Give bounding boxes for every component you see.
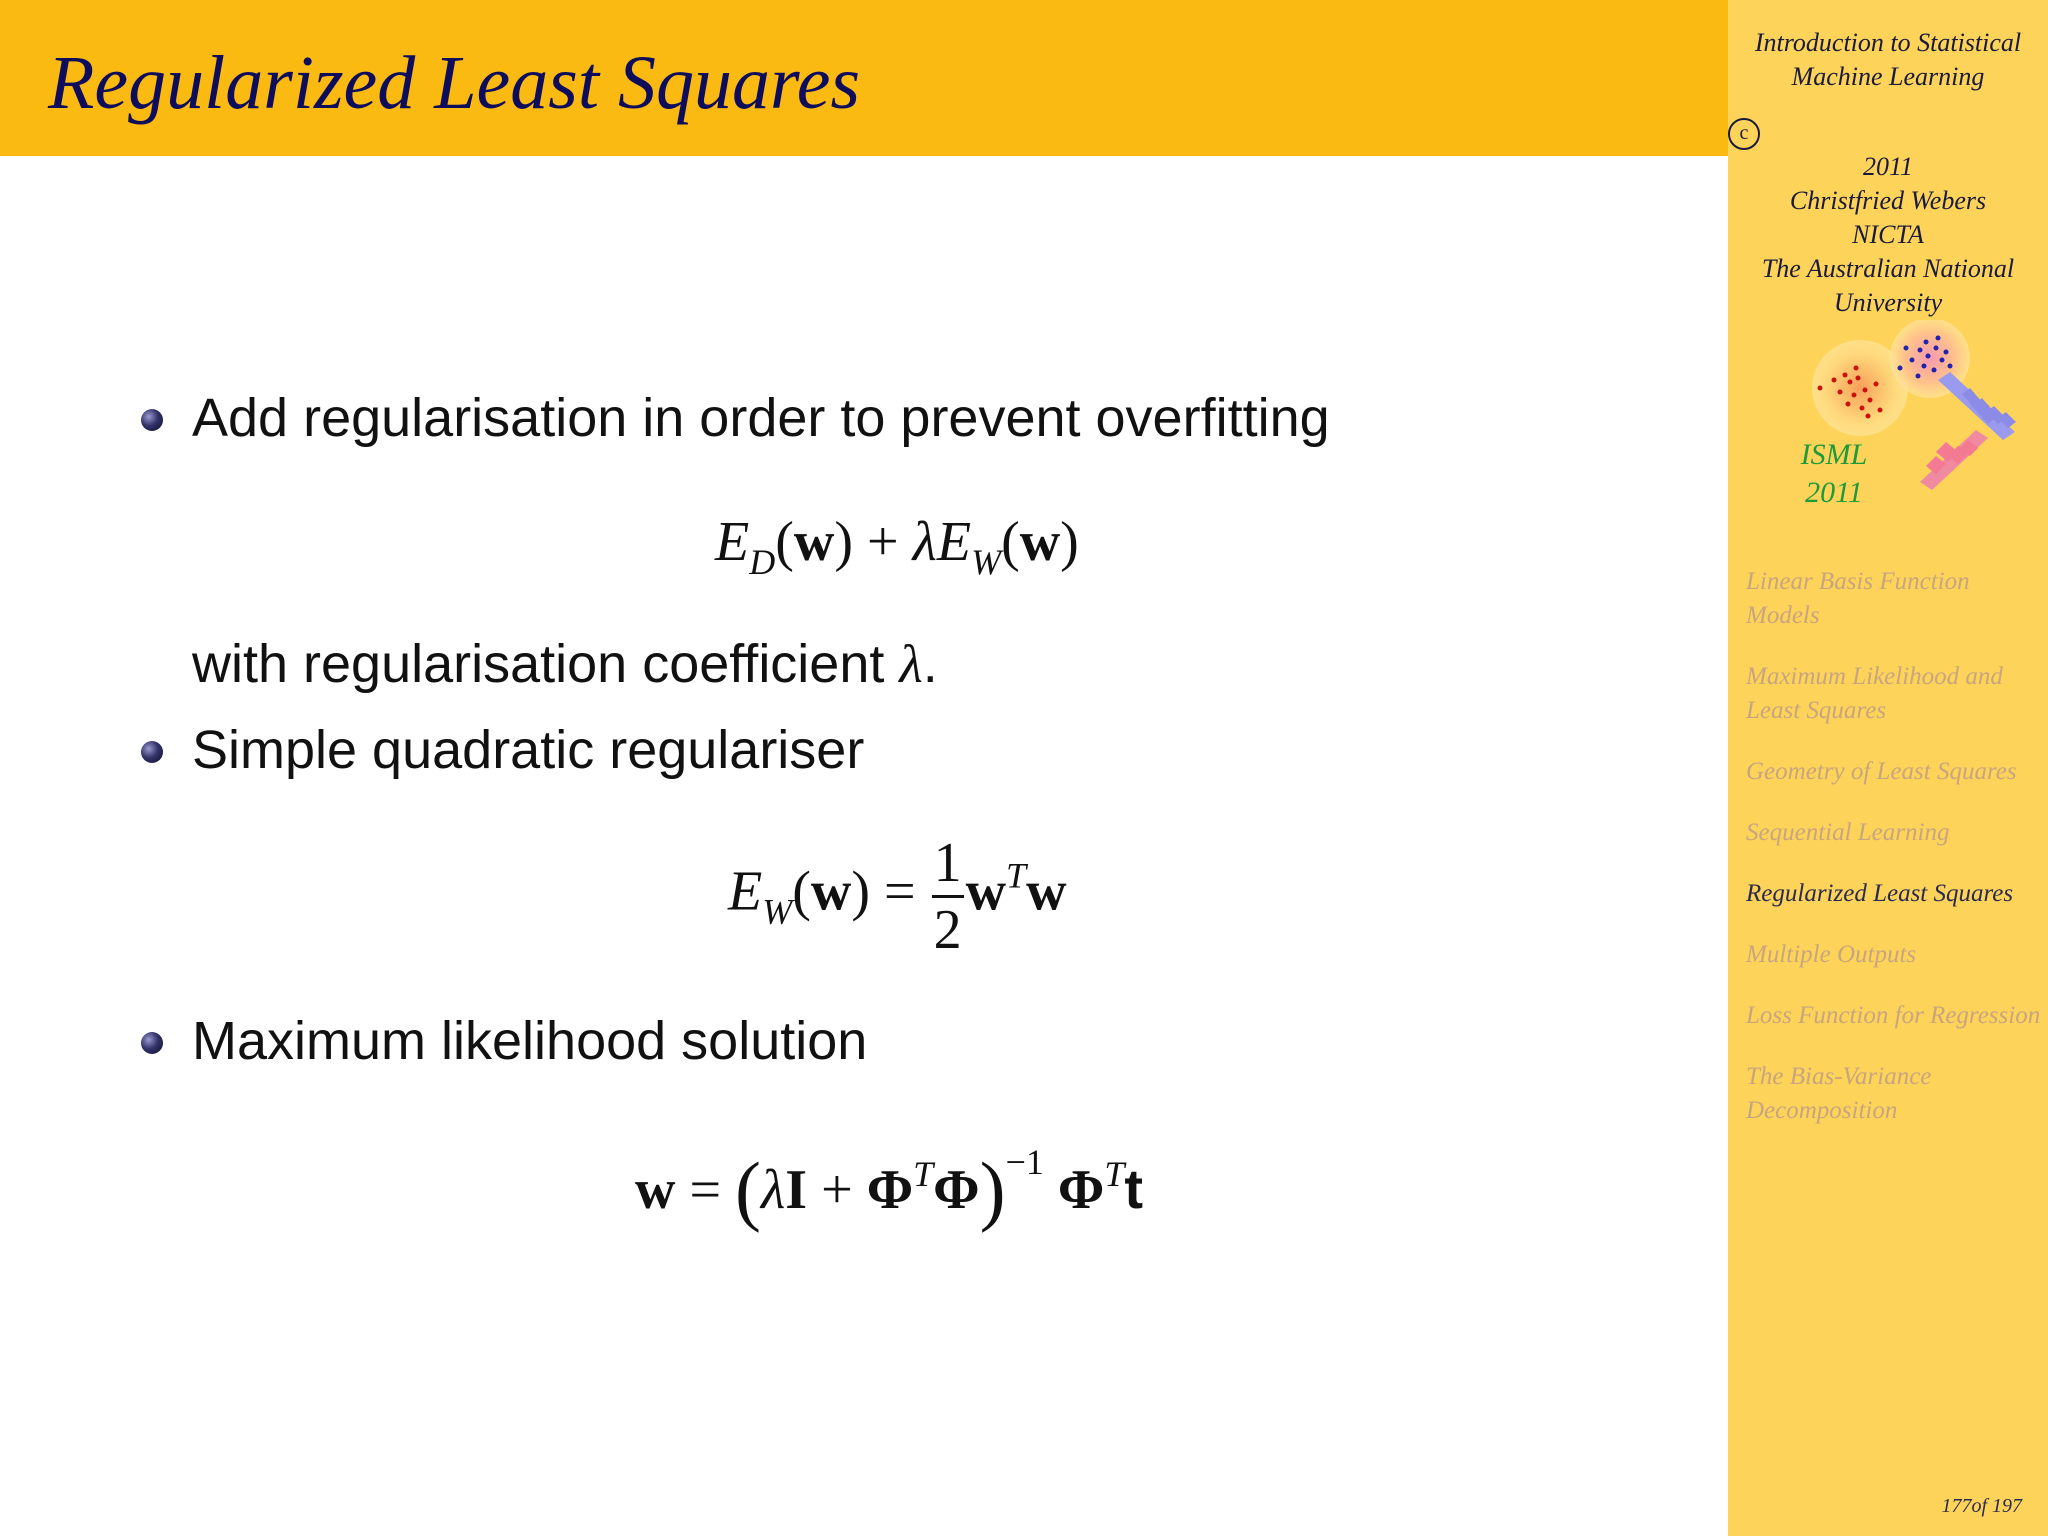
eq2-equals: =	[883, 860, 916, 923]
course-title	[1728, 26, 2048, 94]
eq2-E: E	[728, 860, 763, 923]
eq2-w2: w	[965, 860, 1007, 923]
eq1-D: D	[749, 542, 776, 582]
slide-title: Regularized Least Squares	[48, 41, 861, 125]
eq1-lambda: λ	[912, 511, 937, 573]
eq3-t: t	[1124, 1157, 1144, 1220]
author-name: Christfried Webers	[1789, 186, 1987, 215]
organization-nicta: NICTA	[1852, 220, 1924, 249]
continuation-words: with regularisation coefficient	[192, 634, 885, 694]
eq3-Phi3: Φ	[1057, 1159, 1105, 1221]
eq3-I: I	[785, 1159, 808, 1221]
eq2-w3: w	[1026, 860, 1067, 923]
equation-error-function: $E_D(w) + \lambda E_W(w)$	[715, 511, 1079, 582]
eq3-w: w	[635, 1159, 676, 1221]
credits	[1728, 118, 2048, 320]
toc-item[interactable]: Loss Function for Regression	[1746, 1002, 2041, 1029]
eq2-W: W	[762, 891, 793, 932]
bullet-icon	[141, 741, 163, 763]
organization-anu-line2: University	[1833, 288, 1943, 317]
eq1-W: W	[971, 542, 1002, 582]
eq1-E2: E	[936, 511, 972, 573]
eq2-T: T	[1006, 855, 1027, 896]
bullet-icon	[141, 1032, 163, 1054]
eq2-fraction	[932, 832, 964, 961]
copyright-icon: c	[1728, 118, 1760, 150]
table-of-contents	[1746, 565, 2046, 1155]
page-number: 177of 197	[1941, 1495, 2022, 1517]
eq3-right-paren: )	[979, 1146, 1006, 1233]
bullet-text-quadratic: Simple quadratic regulariser	[192, 720, 865, 780]
eq3-Phi1: Φ	[866, 1159, 914, 1221]
eq1-w2: w	[1019, 511, 1061, 573]
toc-item[interactable]: The Bias-Variance Decomposition	[1746, 1063, 1932, 1124]
toc-item[interactable]: Maximum Likelihood and Least Squares	[1746, 663, 2003, 724]
eq3-inverse: −1	[1005, 1142, 1044, 1182]
continuation-lambda: λ	[899, 634, 923, 694]
copyright-year: 2011	[1862, 152, 1914, 181]
copyright-line	[1728, 118, 2048, 184]
eq3-equals: =	[689, 1159, 722, 1221]
toc-item[interactable]: Geometry of Least Squares	[1746, 758, 2017, 785]
course-title-line1: Introduction to Statistical	[1754, 28, 2022, 57]
eq3-T2: T	[1104, 1154, 1125, 1194]
continuation-period: .	[922, 634, 938, 694]
eq3-left-paren: (	[735, 1146, 762, 1233]
logo-caption-line1: ISML	[1800, 438, 1868, 471]
bullet-text-regularisation: Add regularisation in order to prevent overfitting	[192, 388, 1330, 448]
organization-anu-line1: The Australian National	[1761, 254, 2015, 283]
eq3-plus: +	[821, 1159, 853, 1221]
continuation-text	[192, 632, 938, 696]
eq2-numerator: 1	[932, 835, 964, 898]
sidebar	[1728, 0, 2048, 1536]
eq3-lambda: λ	[761, 1159, 786, 1221]
toc-item[interactable]: Multiple Outputs	[1746, 941, 1917, 968]
logo-caption-line2: 2011	[1805, 476, 1863, 509]
toc-item[interactable]: Regularized Least Squares	[1746, 880, 2014, 907]
eq3-Phi2: Φ	[933, 1159, 980, 1221]
eq1-w1: w	[793, 511, 835, 573]
course-title-line2: Machine Learning	[1791, 62, 1985, 91]
eq2-denominator: 2	[933, 899, 962, 961]
bullet-text-ml-solution: Maximum likelihood solution	[192, 1011, 868, 1071]
toc-item[interactable]: Sequential Learning	[1746, 819, 1950, 846]
eq2-w1: w	[810, 860, 852, 923]
logo-caption	[1774, 436, 1894, 512]
equation-ml-solution	[635, 1130, 1144, 1233]
eq3-T1: T	[913, 1154, 934, 1194]
equation-quadratic-regulariser: $E_W(w)$ = $\frac{1}{2}$ $w^Tw$	[728, 832, 1067, 961]
eq1-E: E	[715, 511, 750, 573]
eq1-plus: +	[866, 511, 899, 573]
bullet-icon	[141, 409, 163, 431]
title-bar	[0, 0, 1728, 156]
toc-item[interactable]: Linear Basis Function Models	[1746, 568, 1970, 629]
